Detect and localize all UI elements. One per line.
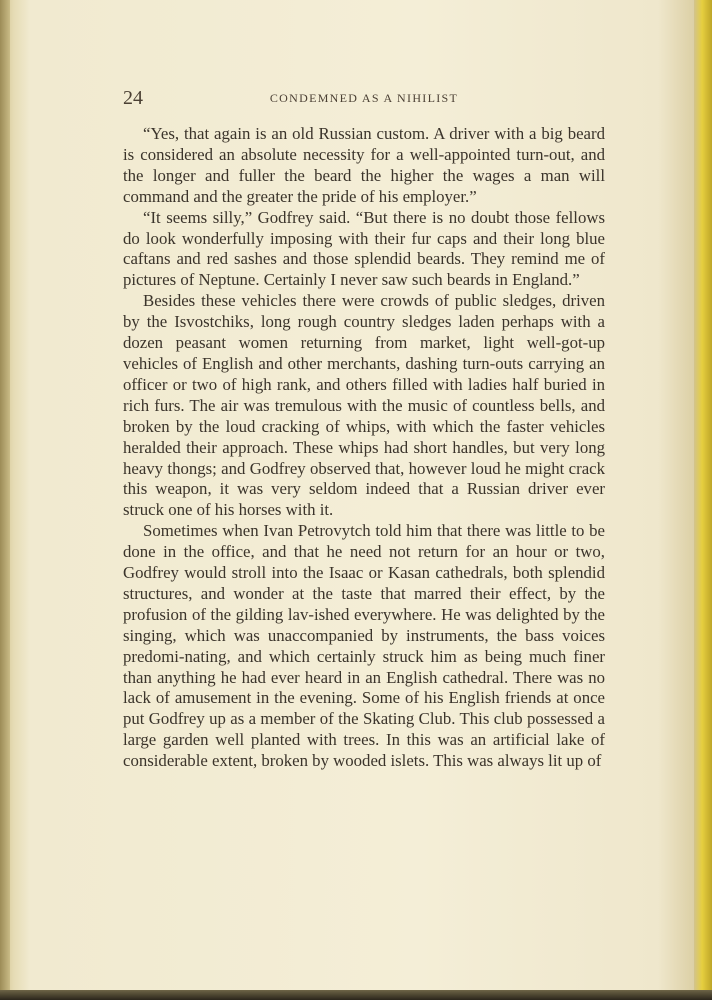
page-edge-bottom <box>0 990 712 1000</box>
paragraph: Sometimes when Ivan Petrovytch told him that there was little to be done in the office, and that he need not return for an hour or two, Godfrey would stroll into the Isaac or Kasan cathedrals, both splendid structures, and wonder at the taste that marred their effect, by the profusion of the gilding lav-ished everywhere. He was delighted by the singing, which was unaccompanied by instruments, the bass voices predomi-nating, and which certainly struck him as being much finer than anything he had ever heard in an English cathedral. There was no lack of amusement in the evening. Some of his English friends at once put Godfrey up as a member of the Skating Club. This club possessed a large garden well planted with trees. In this was an artificial lake of considerable extent, broken by wooded islets. This was always lit up of <box>123 521 605 771</box>
running-title: CONDEMNED AS A NIHILIST <box>269 91 459 105</box>
page-header <box>123 86 605 110</box>
page-edge-right <box>694 0 712 1000</box>
page-number: 24 <box>123 87 143 109</box>
body-text <box>123 124 605 772</box>
page-gutter <box>0 0 10 994</box>
paragraph: Besides these vehicles there were crowds of public sledges, driven by the Isvostchiks, long rough country sledges laden perhaps with a dozen peasant women returning from market, light well-got-up vehicles of English and other merchants, dashing turn-outs carrying an officer or two of high rank, and others filled with ladies half buried in rich furs. The air was tremulous with the music of countless bells, and broken by the loud cracking of whips, with which the faster vehicles heralded their approach. These whips had short handles, but very long heavy thongs; and Godfrey observed that, however loud he might crack this weapon, it was very seldom indeed that a Russian driver ever struck one of his horses with it. <box>123 291 605 520</box>
paragraph: “Yes, that again is an old Russian custom. A driver with a big beard is considered an absolute necessity for a well-appointed turn-out, and the longer and fuller the beard the higher the wages a man will command and the greater the pride of his employer.” <box>123 124 605 206</box>
paragraph: “It seems silly,” Godfrey said. “But there is no doubt those fellows do look wonderfully imposing with their fur caps and their long blue caftans and red sashes and those splendid beards. They remind me of pictures of Neptune. Certainly I never saw such beards in England.” <box>123 207 605 290</box>
